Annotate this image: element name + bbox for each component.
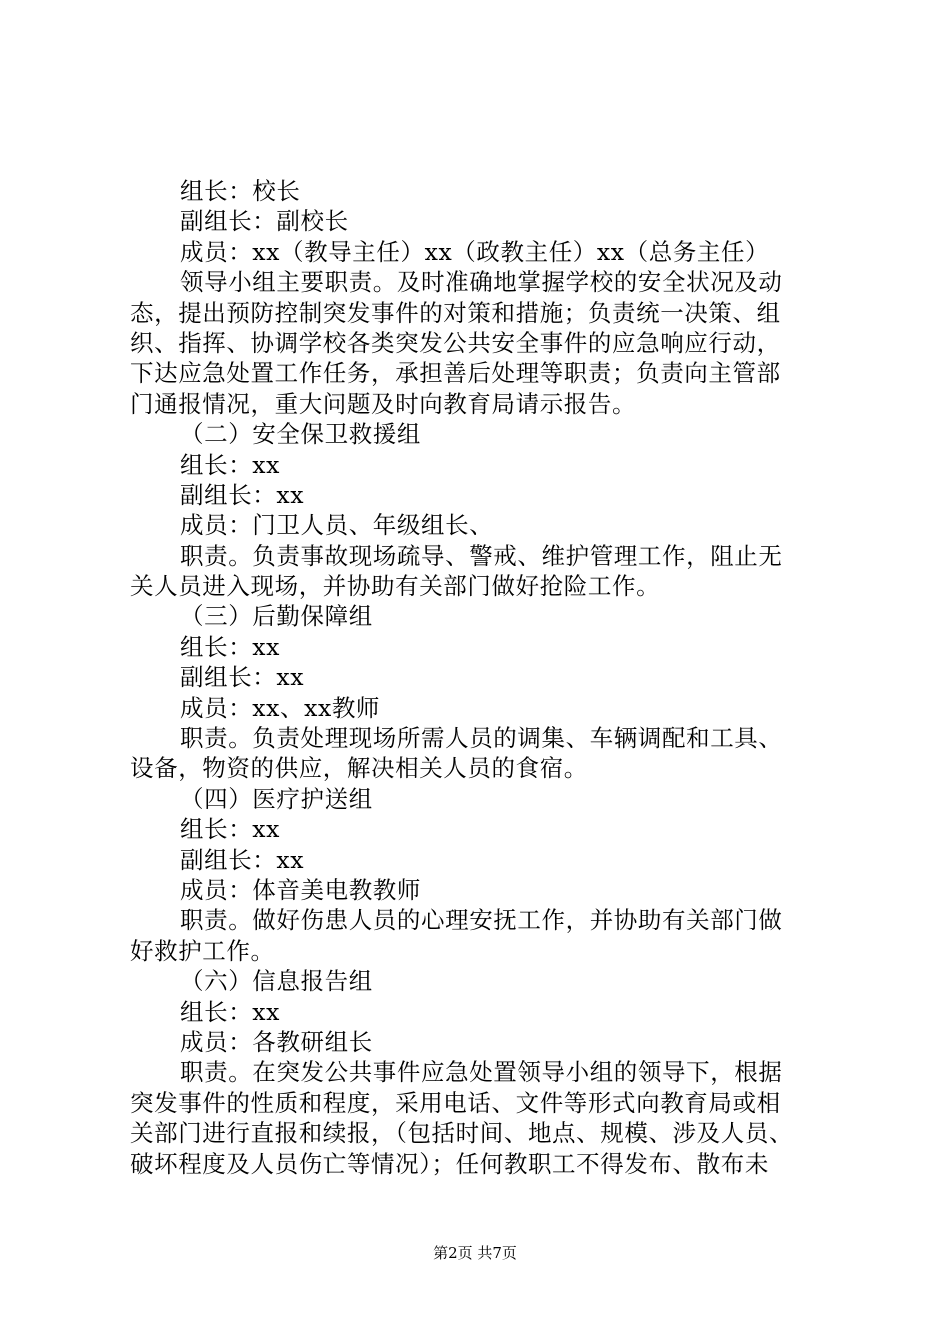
text-line: 职责。在突发公共事件应急处置领导小组的领导下，根据 xyxy=(180,1058,783,1087)
text-line: 设备，物资的供应，解决相关人员的食宿。 xyxy=(130,754,588,783)
text-line: 职责。负责处理现场所需人员的调集、车辆调配和工具、 xyxy=(180,724,783,753)
text-line: 组长：xx xyxy=(180,632,281,661)
text-line: （二）安全保卫救援组 xyxy=(180,420,421,449)
text-line: 成员：门卫人员、年级组长、 xyxy=(180,511,494,540)
text-line: 破坏程度及人员伤亡等情况）；任何教职工不得发布、散布未 xyxy=(130,1149,769,1178)
text-line: 成员：体音美电教教师 xyxy=(180,875,421,904)
text-line: 好救护工作。 xyxy=(130,936,275,965)
text-line: 织、指挥、协调学校各类突发公共安全事件的应急响应行动， xyxy=(130,328,781,357)
text-line: 态，提出预防控制突发事件的对策和措施；负责统一决策、组 xyxy=(130,298,781,327)
text-line: 副组长：xx xyxy=(180,845,305,874)
text-line: 副组长：副校长 xyxy=(180,207,349,236)
text-line: 职责。做好伤患人员的心理安抚工作，并协助有关部门做 xyxy=(180,906,783,935)
text-line: 组长：校长 xyxy=(180,177,301,205)
text-line: 关人员进入现场，并协助有关部门做好抢险工作。 xyxy=(130,572,661,601)
text-line: 组长：xx xyxy=(180,450,281,479)
text-line: 下达应急处置工作任务，承担善后处理等职责；负责向主管部 xyxy=(130,359,781,388)
text-line: 副组长：xx xyxy=(180,663,305,692)
text-line: 组长：xx xyxy=(180,815,281,844)
text-line: 组长：xx xyxy=(180,997,281,1026)
text-line: （六）信息报告组 xyxy=(180,967,373,996)
text-line: 成员：xx、xx教师 xyxy=(180,693,381,722)
page-footer xyxy=(0,1243,950,1263)
text-line: （三）后勤保障组 xyxy=(180,602,373,631)
page-number-label: 第2页 共7页 xyxy=(433,1244,517,1262)
text-line: 成员：各教研组长 xyxy=(180,1027,373,1056)
text-line: 突发事件的性质和程度，采用电话、文件等形式向教育局或相 xyxy=(130,1088,781,1117)
text-line: 成员：xx（教导主任）xx（政教主任）xx（总务主任） xyxy=(180,237,770,266)
text-line: 领导小组主要职责。及时准确地掌握学校的安全状况及动 xyxy=(180,268,783,297)
text-line: （四）医疗护送组 xyxy=(180,784,373,813)
text-line: 职责。负责事故现场疏导、警戒、维护管理工作，阻止无 xyxy=(180,541,783,570)
text-line: 关部门进行直报和续报，（包括时间、地点、规模、涉及人员、 xyxy=(130,1119,794,1148)
document-body xyxy=(130,176,830,1179)
text-line: 副组长：xx xyxy=(180,480,305,509)
text-line: 门通报情况，重大问题及时向教育局请示报告。 xyxy=(130,389,637,418)
